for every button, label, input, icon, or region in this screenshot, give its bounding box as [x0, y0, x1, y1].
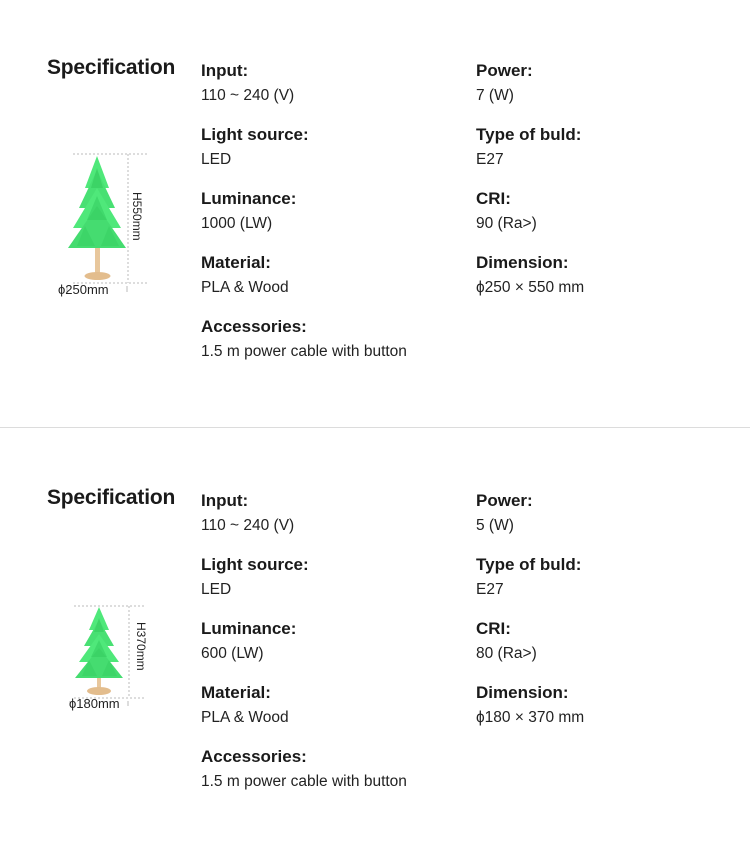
- spec-label: Light source:: [201, 555, 309, 574]
- spec-luminance: [201, 618, 296, 665]
- spec-accessories: [201, 746, 407, 793]
- spec-value: 600 (LW): [201, 645, 264, 662]
- spec-section-small: [0, 430, 750, 858]
- spec-cri: [476, 618, 537, 665]
- spec-power: [476, 490, 533, 537]
- spec-section-large: [0, 0, 750, 428]
- spec-label: CRI:: [476, 619, 511, 638]
- spec-label: Luminance:: [201, 619, 297, 638]
- spec-value: E27: [476, 151, 504, 168]
- spec-label: Dimension:: [476, 253, 569, 272]
- spec-luminance: [201, 188, 296, 235]
- section-title: Specification: [47, 56, 176, 79]
- spec-value: ϕ180 × 370 mm: [476, 709, 585, 726]
- spec-label: Power:: [476, 491, 533, 510]
- spec-value: 1.5 m power cable with button: [201, 773, 407, 790]
- spec-input: [201, 60, 294, 107]
- spec-value: E27: [476, 581, 504, 598]
- spec-value: 1.5 m power cable with button: [201, 343, 407, 360]
- spec-label: Light source:: [201, 125, 309, 144]
- spec-value: 90 (Ra>): [476, 215, 537, 232]
- spec-value: LED: [201, 151, 232, 168]
- spec-label: CRI:: [476, 189, 511, 208]
- spec-input: [201, 490, 294, 537]
- spec-value: 7 (W): [476, 87, 514, 104]
- diameter-label: ϕ250mm: [58, 282, 109, 297]
- section-title: Specification: [47, 486, 176, 509]
- spec-material: [201, 252, 289, 299]
- spec-dimension: [476, 682, 584, 729]
- spec-value: 80 (Ra>): [476, 645, 537, 662]
- spec-label: Input:: [201, 491, 249, 510]
- spec-value: 1000 (LW): [201, 215, 273, 232]
- diameter-label: ϕ180mm: [69, 696, 120, 711]
- spec-cri: [476, 188, 537, 235]
- spec-label: Material:: [201, 683, 271, 702]
- height-label: H550mm: [130, 192, 144, 241]
- spec-value: 5 (W): [476, 517, 514, 534]
- spec-bulb-type: [476, 554, 581, 601]
- spec-label: Dimension:: [476, 683, 569, 702]
- spec-label: Type of buld:: [476, 555, 582, 574]
- spec-label: Input:: [201, 61, 249, 80]
- spec-label: Luminance:: [201, 189, 297, 208]
- spec-label: Accessories:: [201, 317, 307, 336]
- spec-label: Type of buld:: [476, 125, 582, 144]
- spec-light-source: [201, 554, 309, 601]
- spec-value: 110 ~ 240 (V): [201, 517, 295, 534]
- spec-accessories: [201, 316, 407, 363]
- spec-value: PLA & Wood: [201, 279, 289, 296]
- spec-label: Power:: [476, 61, 533, 80]
- spec-value: LED: [201, 581, 232, 598]
- spec-value: PLA & Wood: [201, 709, 289, 726]
- spec-power: [476, 60, 533, 107]
- section-divider: [0, 427, 750, 428]
- height-label: H370mm: [134, 622, 148, 671]
- spec-material: [201, 682, 289, 729]
- spec-value: ϕ250 × 550 mm: [476, 279, 585, 296]
- spec-dimension: [476, 252, 584, 299]
- spec-bulb-type: [476, 124, 581, 171]
- spec-label: Accessories:: [201, 747, 307, 766]
- spec-value: 110 ~ 240 (V): [201, 87, 295, 104]
- spec-light-source: [201, 124, 309, 171]
- spec-label: Material:: [201, 253, 271, 272]
